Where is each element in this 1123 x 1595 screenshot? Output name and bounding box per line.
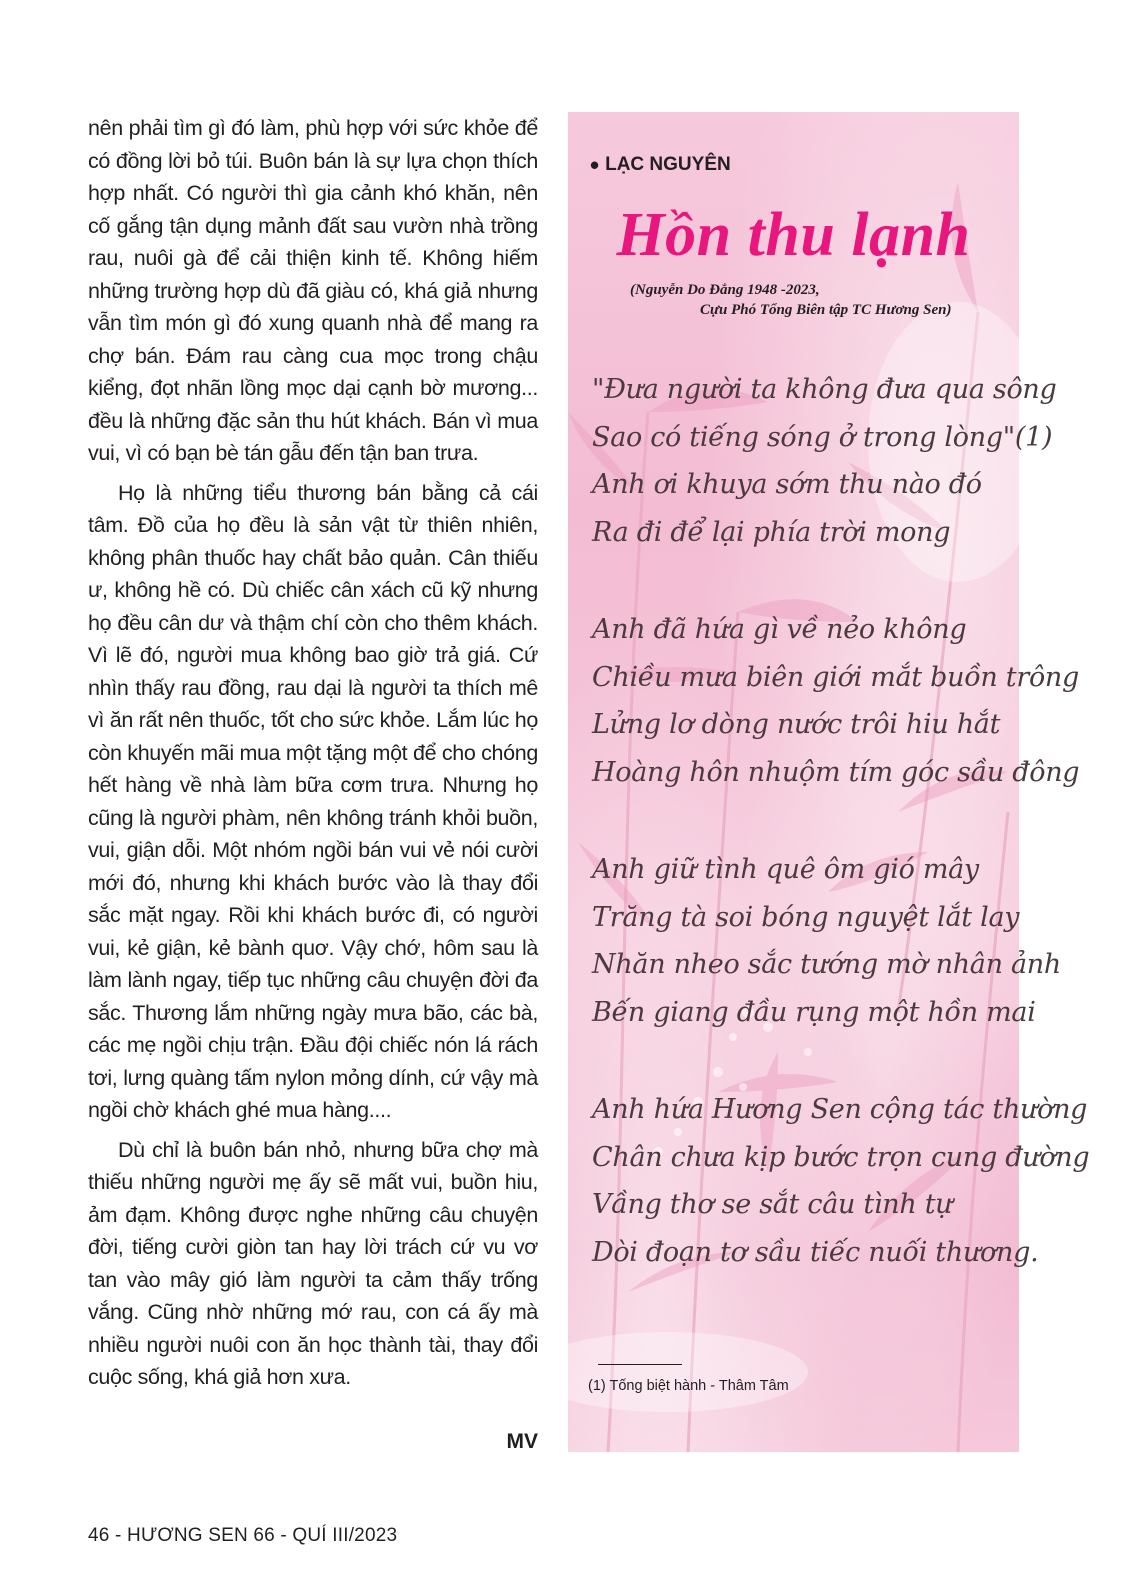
poem-stanza-1 — [592, 366, 1057, 556]
article-paragraph-3: Dù chỉ là buôn bán nhỏ, nhưng bữa chợ mà thiếu những người mẹ ấy sẽ mất vui, buồn hiu, ảm đạm. Không được nghe những câu chuyện đời, tiếng cười giòn tan hay lời trách cứ vu vơ tan vào mây gió làm người ta cảm thấy trống vắng. Cũng nhờ những mớ rau, con cá ấy mà nhiều người nuôi con ăn học thành tài, thay đổi cuộc sống, khá giả hơn xưa. — [88, 1137, 538, 1389]
poem-line: "Đưa người ta không đưa qua sông — [592, 374, 1057, 405]
poem-line: Chân chưa kịp bước trọn cung đường — [592, 1141, 1090, 1173]
poem-line: Anh ơi khuya sớm thu nào đó — [592, 469, 982, 500]
poem-dedication — [630, 280, 951, 320]
dedication-line-2: Cựu Phó Tổng Biên tập TC Hương Sen) — [700, 302, 952, 318]
article-paragraph-1: nên phải tìm gì đó làm, phù hợp với sức khỏe để có đồng lời bỏ túi. Buôn bán là sự lựa chọn thích hợp nhất. Có người thì gia cảnh khó khăn, nên cố gắng tận dụng mảnh đất sau vườn nhà trồng rau, nuôi gà để cải thiện kinh tế. Không hiếm những trường hợp dù đã giàu có, khá giả nhưng vẫn tìm món gì đó xung quanh nhà để mang ra chợ bán. Đám rau càng cua mọc trong chậu kiểng, đọt nhãn lồng mọc dại cạnh bờ mương... đều là những đặc sản thu hút khách. Bán vì mua vui, vì có bạn bè tán gẫu đến tận ban trưa. — [88, 116, 538, 465]
dedication-line-1: (Nguyễn Do Đẳng 1948 -2023, — [630, 282, 820, 298]
poem-line: Sao có tiếng sóng ở trong lòng"(1) — [592, 421, 1053, 453]
poem-title: Hồn thu lạnh — [616, 201, 971, 269]
poem-line: Nhăn nheo sắc tướng mờ nhân ảnh — [592, 949, 1061, 980]
bullet-icon: • — [590, 150, 600, 180]
poem-footnote: (1) Tống biệt hành - Thâm Tâm — [588, 1378, 789, 1394]
poem-line: Anh hứa Hương Sen cộng tác thường — [592, 1094, 1088, 1125]
poem-stanza-2 — [592, 606, 1080, 796]
article-body — [88, 112, 538, 1401]
poem-line: Ra đi để lại phía trời mong — [592, 516, 951, 548]
footnote-divider — [598, 1364, 682, 1365]
poem-line: Bến giang đầu rụng một hồn mai — [592, 996, 1036, 1028]
poem-line: Hoàng hôn nhuộm tím góc sầu đông — [592, 756, 1080, 788]
poem-body — [592, 366, 1090, 1326]
article-paragraph-2: Họ là những tiểu thương bán bằng cả cái tâm. Đồ của họ đều là sản vật từ thiên nhiên, không phân thuốc hay chất bảo quản. Cân thiếu ư, không hề có. Dù chiếc cân xách cũ kỹ nhưng họ đều cân dư và thậm chí còn cho thêm khách. Vì lẽ đó, người mua không bao giờ trả giá. Cứ nhìn thấy rau đồng, rau dại là người ta thích mê vì ăn rất nên thuốc, tốt cho sức khỏe. Lắm lúc họ còn khuyến mãi mua một tặng một để cho chóng hết hàng về nhà làm bữa cơm trưa. Nhưng họ cũng là người phàm, nên không tránh khỏi buồn, vui, giận dỗi. Một nhóm ngồi bán vui vẻ nói cười mới đó, nhưng khi khách bước vào là thay đổi sắc mặt ngay. Rồi khi khách bước đi, có người vui, kẻ giận, kẻ bành quơ. Vậy chớ, hôm sau là làm lành ngay, tiếp tục những câu chuyện đời đa sắc. Thương lắm những ngày mưa bão, các bà, các mẹ ngồi chịu trận. Đầu đội chiếc nón lá rách tơi, lưng quàng tấm nylon mỏng dính, cứ vậy mà ngồi chờ khách ghé mua hàng.... — [88, 480, 538, 1122]
poem-panel — [568, 112, 1090, 1452]
poem-stanza-3 — [592, 846, 1061, 1036]
poem-line: Anh đã hứa gì về nẻo không — [592, 614, 967, 645]
article-signature: MV — [506, 1430, 538, 1453]
poem-line: Chiều mưa biên giới mắt buồn trông — [592, 661, 1079, 693]
poem-line: Trăng tà soi bóng nguyệt lắt lay — [592, 901, 1020, 933]
author-name: LẠC NGUYÊN — [605, 154, 731, 175]
page-footer: 46 - HƯƠNG SEN 66 - QUÍ III/2023 — [88, 1525, 398, 1546]
poem-line: Lửng lơ dòng nước trôi hiu hắt — [592, 709, 1001, 740]
poem-line: Dòi đoạn tơ sầu tiếc nuối thương. — [592, 1236, 1039, 1268]
poem-stanza-4 — [592, 1086, 1090, 1276]
poem-line: Anh giữ tình quê ôm gió mây — [592, 854, 979, 885]
poem-author — [590, 146, 731, 180]
poem-line: Vầng thơ se sắt câu tình tự — [592, 1189, 953, 1220]
